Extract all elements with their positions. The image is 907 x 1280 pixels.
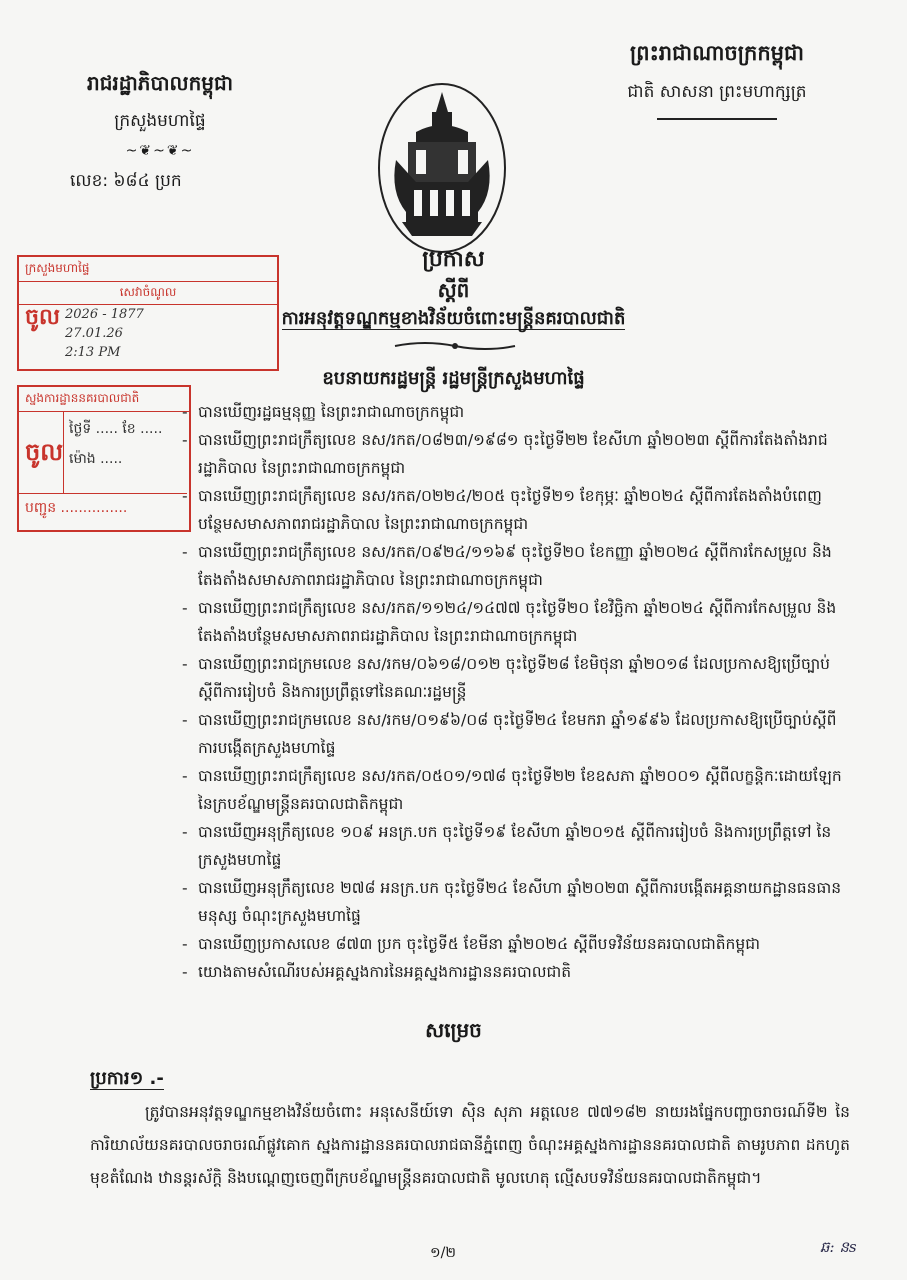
decision-heading: សម្រេច [425, 1018, 482, 1042]
list-item: - បានឃើញព្រះរាជក្រឹត្យលេខ នស/រកត/០៥០១/១៧៨ ចុះថ្ងៃទី២២ ខែឧសភា ឆ្នាំ២០០១ ស្តីពីលក្ខន្តិកៈដោយឡែក នៃក្របខ័ណ្ឌមន្ត្រីនគរបាលជាតិកម្ពុជា [182, 762, 848, 818]
police-stamp-footer: បញ្ជូន ............... [19, 493, 187, 523]
article-label [90, 1066, 164, 1093]
reference-value: ៦៨៤ ប្រក [113, 171, 182, 191]
ministry-name: ក្រសួងមហាផ្ទៃ [114, 111, 206, 131]
reference-number: លេខ: ៦៨៤ ប្រក [70, 171, 182, 191]
received-stamp-time: 2:13 PM [65, 345, 121, 360]
kingdom-motto: ជាតិ សាសនា ព្រះមហាក្សត្រ [627, 82, 807, 102]
received-stamp-title: ក្រសួងមហាផ្ទៃ [19, 257, 277, 282]
police-stamp-time: ម៉ោង ..... [69, 451, 123, 467]
government-name: រាជរដ្ឋាភិបាលកម្ពុជា [87, 71, 233, 95]
ministry-header [50, 70, 270, 159]
list-item: - បានឃើញព្រះរាជក្រឹត្យលេខ នស/រកត/០២២៤/២០៥ ចុះថ្ងៃទី២១ ខែកុម្ភៈ ឆ្នាំ២០២៤ ស្តីពីការតែងតាំងបំពេញបន្ថែមសមាសភាពរាជរដ្ឋាភិបាល នៃព្រះរាជាណាចក្រកម្ពុជា [182, 482, 848, 538]
reference-label: លេខ [70, 171, 103, 191]
list-item: - បានឃើញប្រកាសលេខ ៨៧៣ ប្រក ចុះថ្ងៃទី៥ ខែមីនា ឆ្នាំ២០២៤ ស្តីពីបទវិន័យនគរបាលជាតិកម្ពុជា [182, 930, 848, 958]
list-item: - បានឃើញព្រះរាជក្រឹត្យលេខ នស/រកត/០៩២៤/១១៦៩ ចុះថ្ងៃទី២០ ខែកញ្ញា ឆ្នាំ២០២៤ ស្តីពីការកែសម្រួល និងតែងតាំងសមាសភាពរាជរដ្ឋាភិបាល នៃព្រះរាជាណាចក្រកម្ពុជា [182, 538, 848, 594]
subject-text: ការអនុវត្តទណ្ឌកម្មខាងវិន័យចំពោះមន្ត្រីនគរបាលជាតិ [281, 308, 626, 329]
initials-signature: ឆ: នs [820, 1238, 857, 1256]
list-item: - បានឃើញអនុក្រឹត្យលេខ ២៧៨ អនក្រ.បក ចុះថ្ងៃទី២៤ ខែសីហា ឆ្នាំ២០២៣ ស្តីពីការបង្កើតអគ្គនាយកដ្ឋានធនធានមនុស្ស ចំណុះក្រសួងមហាផ្ទៃ [182, 874, 848, 930]
police-stamp-title: ស្នងការដ្ឋាននគរបាលជាតិ [19, 387, 189, 412]
list-item: - បានឃើញព្រះរាជក្រមលេខ នស/រកម/០១៩៦/០៨ ចុះថ្ងៃទី២៤ ខែមករា ឆ្នាំ១៩៩៦ ដែលប្រកាសឱ្យប្រើច្បាប់ស្តីពីការបង្កើតក្រសួងមហាផ្ទៃ [182, 706, 848, 762]
police-stamp-in-label: ចូល [25, 438, 64, 466]
police-stamp-date: ថ្ងៃទី ..... ខែ ..... [69, 421, 163, 437]
police-stamp-divider [63, 411, 64, 493]
document-type: ប្រកាស [422, 247, 485, 272]
list-item: - បានឃើញរដ្ឋធម្មនុញ្ញ នៃព្រះរាជាណាចក្រកម្ពុជា [182, 398, 848, 426]
ornament-divider-icon: ~❦~❦~ [125, 143, 195, 159]
motto-divider [657, 118, 777, 120]
kingdom-name: ព្រះរាជាណាចក្រកម្ពុជា [629, 41, 804, 65]
list-item: - បានឃើញព្រះរាជក្រមលេខ នស/រកម/០៦១៨/០១២ ចុះថ្ងៃទី២៨ ខែមិថុនា ឆ្នាំ២០១៨ ដែលប្រកាសឱ្យប្រើច្បាប់ស្តីពីការរៀបចំ និងការប្រព្រឹត្តទៅនៃគណៈរដ្ឋមន្ត្រី [182, 650, 848, 706]
list-item: - បានឃើញព្រះរាជក្រឹត្យលេខ នស/រកត/១១២៤/១៤៧៧ ចុះថ្ងៃទី២០ ខែវិច្ឆិកា ឆ្នាំ២០២៤ ស្តីពីការកែសម្រួល និងតែងតាំងបន្ថែមសមាសភាពរាជរដ្ឋាភិបាល នៃព្រះរាជាណាចក្រកម្ពុជា [182, 594, 848, 650]
list-item: - បានឃើញអនុក្រឹត្យលេខ ១០៩ អនក្រ.បក ចុះថ្ងៃទី១៩ ខែសីហា ឆ្នាំ២០១៥ ស្តីពីការរៀបចំ និងការប្រព្រឹត្តទៅ នៃក្រសួងមហាផ្ទៃ [182, 818, 848, 874]
received-stamp-label: ចូល [25, 305, 60, 330]
kingdom-header [597, 40, 837, 120]
received-stamp-date: 27.01.26 [65, 326, 123, 341]
document-on: ស្តីពី [437, 278, 470, 302]
received-stamp [17, 255, 279, 371]
received-stamp-subtitle: សេវាចំណូល [19, 282, 277, 305]
received-stamp-number: 2026 - 1877 [65, 307, 144, 322]
article-body: ត្រូវបានអនុវត្តទណ្ឌកម្មខាងវិន័យចំពោះ អនុសេនីយ៍ទោ ស៊ិន សុភា អត្តលេខ ៧៧១៨២ នាយរងផ្នែកបញ្ជាចរាចរណ៍ទី២ នៃការិយាល័យនគរបាលចរាចរណ៍ផ្លូវគោក ស្នងការដ្ឋាននគរបាលរាជធានីភ្នំពេញ ចំណុះអគ្គស្នងការដ្ឋាននគរបាលជាតិ តាមរូបភាព ដកហូតមុខតំណែង ឋានន្តរស័ក្តិ និងបណ្តេញចេញពីក្របខ័ណ្ឌមន្ត្រីនគរបាលជាតិ មូលហេតុ ល្មើសបទវិន័យនគរបាលជាតិកម្ពុជា។ [90, 1103, 850, 1187]
issuer: ឧបនាយករដ្ឋមន្ត្រី រដ្ឋមន្ត្រីក្រសួងមហាផ្ទៃ [322, 368, 585, 389]
list-item: - យោងតាមសំណើរបស់អគ្គស្នងការនៃអគ្គស្នងការដ្ឋាននគរបាលជាតិ [182, 958, 848, 986]
royal-emblem-icon [376, 82, 508, 254]
preamble-list [182, 398, 848, 986]
page-number: ១/២ [430, 1245, 456, 1261]
police-stamp [17, 385, 191, 532]
ornament-divider-icon [390, 340, 520, 352]
article-label-text: ប្រការ១ .- [90, 1068, 164, 1089]
list-item: - បានឃើញព្រះរាជក្រឹត្យលេខ នស/រកត/០៨២៣/១៩៨១ ចុះថ្ងៃទី២២ ខែសីហា ឆ្នាំ២០២៣ ស្តីពីការតែងតាំងរាជរដ្ឋាភិបាល នៃព្រះរាជាណាចក្រកម្ពុជា [182, 426, 848, 482]
